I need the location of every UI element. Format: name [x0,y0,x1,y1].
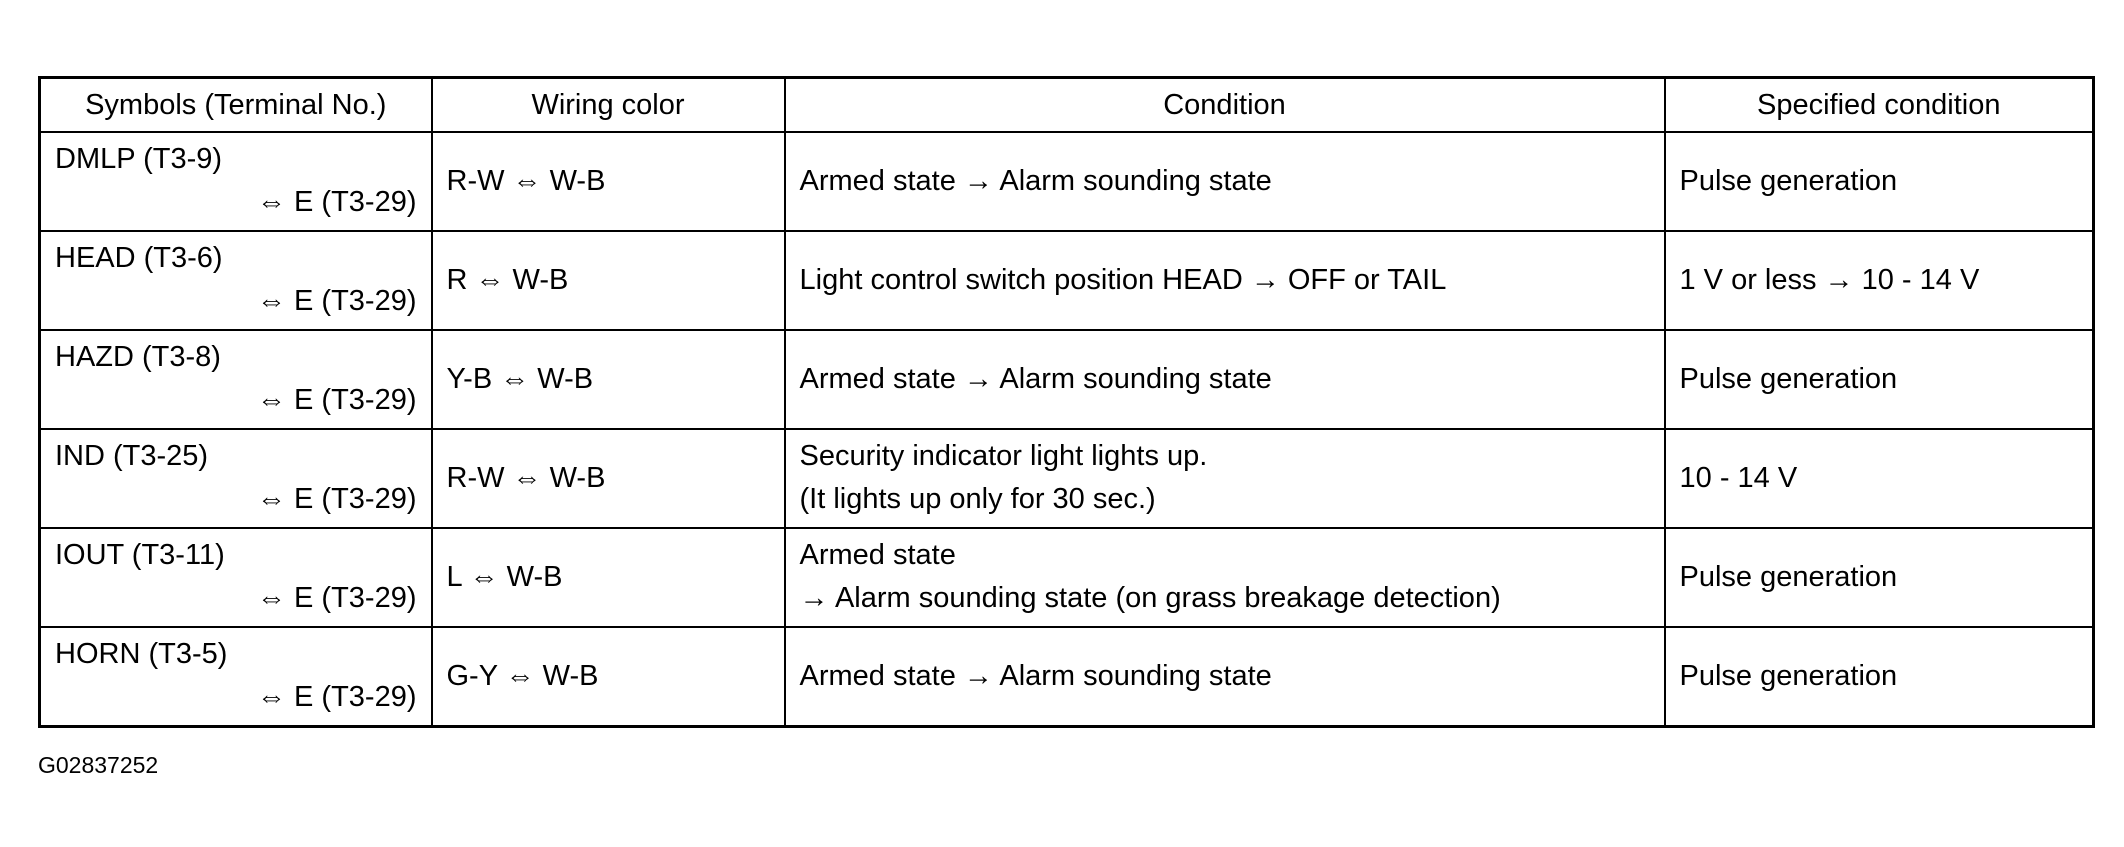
specified-cell: Pulse generation [1665,132,2094,231]
condition-line: Armed state [799,539,956,572]
wiring-cell: L ⇔ W-B [432,528,785,627]
specified-cell: Pulse generation [1665,330,2094,429]
symbol-ground: ⇔ E (T3-29) [256,384,417,417]
terminal-spec-table [38,76,2095,728]
symbol-terminal: IND (T3-25) [55,440,209,473]
condition-cell [785,132,1665,231]
header-symbols: Symbols (Terminal No.) [40,78,432,133]
symbol-terminal: DMLP (T3-9) [55,143,223,176]
table-header-row [40,78,2094,133]
wiring-cell: G-Y ⇔ W-B [432,627,785,727]
specified-cell: Pulse generation [1665,528,2094,627]
symbol-ground: ⇔ E (T3-29) [256,681,417,714]
condition-line: (It lights up only for 30 sec.) [799,483,1156,516]
wiring-cell: R ⇔ W-B [432,231,785,330]
condition-cell [785,528,1665,627]
condition-line: Armed state → Alarm sounding state [799,362,1272,395]
symbol-cell [40,528,432,627]
table-row [40,627,2094,727]
condition-line: Light control switch position HEAD → OFF or TAIL [799,263,1447,296]
condition-cell [785,627,1665,727]
header-condition: Condition [785,78,1665,133]
symbol-cell [40,132,432,231]
symbol-ground: ⇔ E (T3-29) [256,186,417,219]
table-row [40,330,2094,429]
table-row [40,231,2094,330]
symbol-cell [40,627,432,727]
symbol-cell [40,429,432,528]
table-row [40,132,2094,231]
symbol-terminal: IOUT (T3-11) [55,539,225,572]
condition-cell [785,429,1665,528]
wiring-cell: Y-B ⇔ W-B [432,330,785,429]
table-row [40,528,2094,627]
specified-cell: 1 V or less → 10 - 14 V [1665,231,2094,330]
symbol-terminal: HAZD (T3-8) [55,341,221,374]
symbol-terminal: HORN (T3-5) [55,638,228,671]
figure-code: G02837252 [38,752,159,778]
symbol-ground: ⇔ E (T3-29) [256,582,417,615]
symbol-terminal: HEAD (T3-6) [55,242,223,275]
header-wiring-color: Wiring color [432,78,785,133]
symbol-cell [40,231,432,330]
condition-line: Armed state → Alarm sounding state [799,659,1272,692]
wiring-cell: R-W ⇔ W-B [432,132,785,231]
condition-line: → Alarm sounding state (on grass breakage detection) [799,582,1501,615]
condition-line: Armed state → Alarm sounding state [799,164,1272,197]
symbol-ground: ⇔ E (T3-29) [256,483,417,516]
header-specified-condition: Specified condition [1665,78,2094,133]
specified-cell: Pulse generation [1665,627,2094,727]
condition-cell [785,231,1665,330]
condition-cell [785,330,1665,429]
table-row [40,429,2094,528]
wiring-cell: R-W ⇔ W-B [432,429,785,528]
symbol-ground: ⇔ E (T3-29) [256,285,417,318]
specified-cell: 10 - 14 V [1665,429,2094,528]
symbol-cell [40,330,432,429]
condition-line: Security indicator light lights up. [799,440,1208,473]
